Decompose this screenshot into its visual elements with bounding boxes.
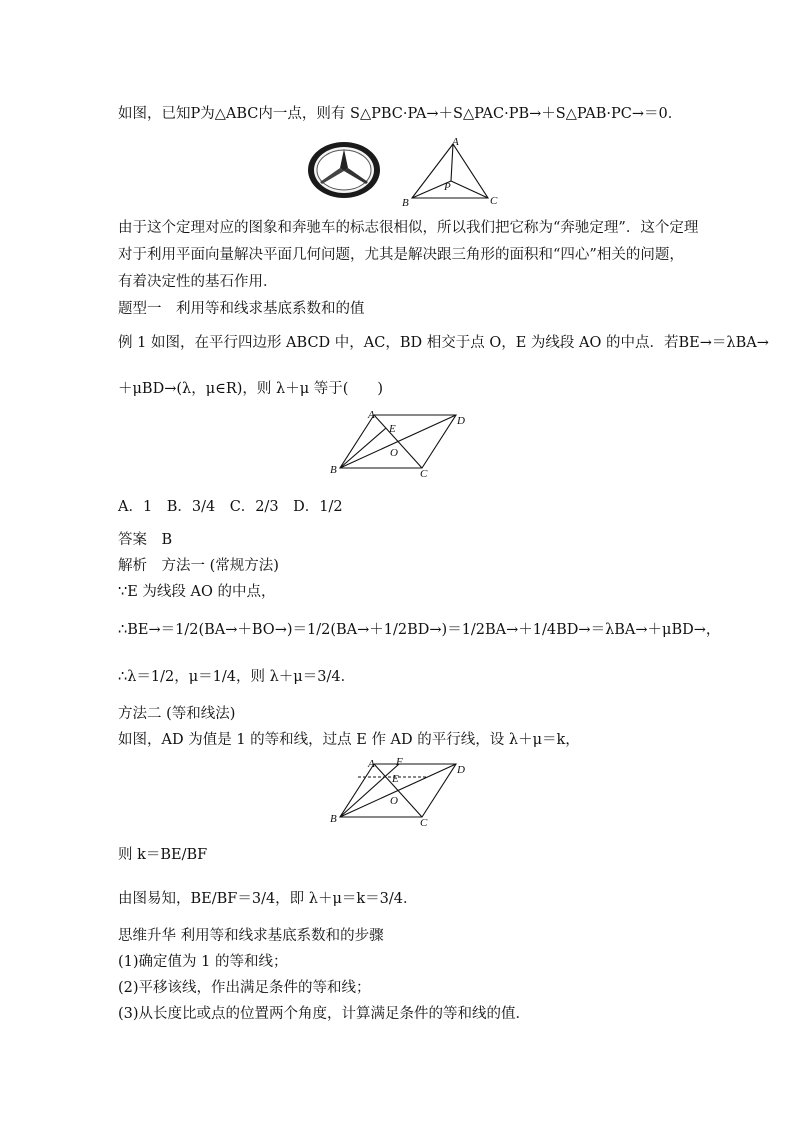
fig2-label-B: B (330, 813, 337, 825)
solution-line-2: ∴BE→＝1/2(BA→＋BO→)＝1/2(BA→＋1/2BD→)＝1/2BA→＋1/4BD→＝λBA→＋μBD→， (118, 622, 721, 638)
intro-line-4: 有着决定性的基石作用． (118, 274, 278, 290)
example-options: A．1 B．3/4 C．2/3 D．1/2 (118, 499, 343, 515)
label-C: C (490, 195, 498, 207)
label-P: P (444, 181, 451, 193)
method2-line-1: 如图，AD 为值是 1 的等和线，过点 E 作 AD 的平行线，设 λ＋μ＝k， (118, 732, 580, 748)
solution-line-3: ∴λ＝1/2，μ＝1/4，则 λ＋μ＝3/4． (118, 669, 356, 685)
intro-line-1: 如图，已知P为△ABC内一点，则有 S△PBC·PA→＋S△PAC·PB→＋S△PAB·PC→＝0． (118, 106, 683, 122)
label-A: A (452, 136, 459, 148)
section-title: 题型一 利用等和线求基底系数和的值 (118, 301, 365, 317)
fig2-label-A: A (368, 758, 375, 770)
summary-step-3: (3)从长度比或点的位置两个角度，计算满足条件的等和线的值． (118, 1006, 531, 1022)
fig2-label-D: D (457, 764, 465, 776)
fig2-label-O: O (390, 795, 398, 807)
fig1-label-D: D (457, 415, 465, 427)
example-line-1: 例 1 如图，在平行四边形 ABCD 中，AC，BD 相交于点 O，E 为线段 AO 的中点．若BE→＝λBA→ (118, 335, 769, 351)
summary-step-2: (2)平移该线，作出满足条件的等和线； (118, 980, 371, 996)
fig2-label-C: C (420, 817, 428, 829)
fig1-label-A: A (368, 409, 375, 421)
method2-line-3: 由图易知，BE/BF＝3/4，即 λ＋μ＝k＝3/4． (118, 891, 418, 907)
fig2-label-E: E (392, 773, 399, 785)
fig1-label-E: E (389, 423, 396, 435)
parallelogram-figure-2 (326, 754, 474, 830)
method2-line-2: 则 k＝BE/BF (118, 847, 208, 863)
fig2-label-F: F (396, 756, 403, 768)
fig1-label-C: C (420, 468, 428, 480)
label-B: B (402, 197, 409, 209)
triangle-abc-figure (400, 134, 500, 210)
solution-line-1: ∵E 为线段 AO 的中点， (118, 584, 276, 600)
summary-step-1: (1)确定值为 1 的等和线； (118, 954, 288, 970)
fig1-label-B: B (330, 464, 337, 476)
method2-heading: 方法二 (等和线法) (118, 706, 236, 722)
mercedes-logo-figure (304, 138, 384, 202)
parallelogram-figure-1 (326, 405, 474, 481)
example-line-2: ＋μBD→(λ，μ∈R)，则 λ＋μ 等于( ) (118, 381, 384, 397)
summary-title: 思维升华 利用等和线求基底系数和的步骤 (118, 928, 384, 944)
fig1-label-O: O (390, 447, 398, 459)
intro-line-2: 由于这个定理对应的图象和奔驰车的标志很相似，所以我们把它称为“奔驰定理”．这个定理 (118, 220, 699, 236)
intro-line-3: 对于利用平面向量解决平面几何问题，尤其是解决跟三角形的面积和“四心”相关的问题， (118, 247, 684, 263)
answer-line: 答案 B (118, 532, 173, 548)
solution-heading: 解析 方法一 (常规方法) (118, 558, 279, 574)
